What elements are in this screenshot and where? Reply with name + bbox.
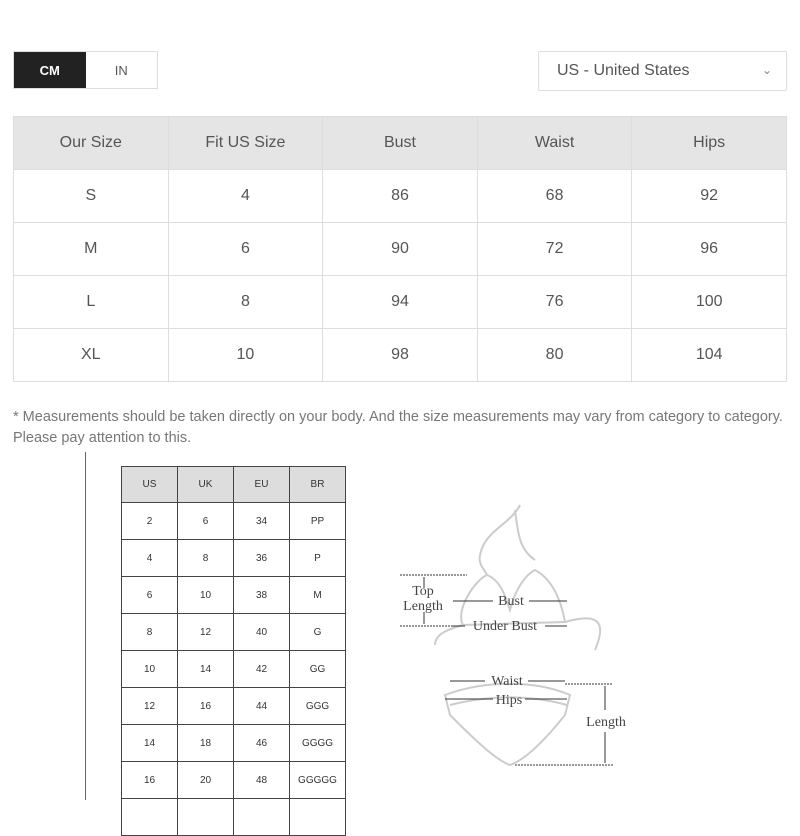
top-length-label: Top [412, 584, 434, 599]
table-row [14, 223, 787, 276]
table-cell [178, 799, 234, 836]
table-cell: 6 [122, 577, 178, 614]
size-table [13, 116, 787, 382]
table-cell: M [14, 223, 169, 276]
table-cell: PP [290, 503, 346, 540]
table-row [122, 503, 346, 540]
table-row [122, 799, 346, 836]
table-cell: 10 [122, 651, 178, 688]
table-cell [290, 799, 346, 836]
table-cell: 8 [168, 276, 323, 329]
table-cell: 8 [178, 540, 234, 577]
table-cell: 4 [168, 170, 323, 223]
table-cell: 72 [477, 223, 632, 276]
table-cell: L [14, 276, 169, 329]
table-cell: 38 [234, 577, 290, 614]
column-header: Bust [323, 117, 478, 170]
table-cell: 16 [178, 688, 234, 725]
table-cell: 86 [323, 170, 478, 223]
table-cell: 98 [323, 329, 478, 382]
table-cell: 76 [477, 276, 632, 329]
under-bust-label: Under Bust [472, 619, 538, 634]
table-cell: P [290, 540, 346, 577]
region-select[interactable] [538, 51, 787, 91]
table-cell: 18 [178, 725, 234, 762]
table-cell: 68 [477, 170, 632, 223]
table-cell: 14 [122, 725, 178, 762]
table-cell: 104 [632, 329, 787, 382]
table-cell: 16 [122, 762, 178, 799]
column-header: BR [290, 467, 346, 503]
table-cell: 10 [168, 329, 323, 382]
table-cell: GGG [290, 688, 346, 725]
table-cell: 34 [234, 503, 290, 540]
table-cell: 44 [234, 688, 290, 725]
column-header: US [122, 467, 178, 503]
table-row [14, 329, 787, 382]
table-cell: 12 [122, 688, 178, 725]
table-cell: 40 [234, 614, 290, 651]
table-cell: 94 [323, 276, 478, 329]
unit-toggle [13, 51, 158, 89]
bikini-measurement-diagram [395, 500, 635, 770]
table-row [14, 170, 787, 223]
table-cell [122, 799, 178, 836]
divider [85, 452, 86, 800]
table-cell: 4 [122, 540, 178, 577]
table-cell: 48 [234, 762, 290, 799]
table-cell: 12 [178, 614, 234, 651]
table-cell: G [290, 614, 346, 651]
column-header: EU [234, 467, 290, 503]
bust-label: Bust [498, 594, 524, 609]
table-cell: 20 [178, 762, 234, 799]
table-cell: 90 [323, 223, 478, 276]
table-cell: 46 [234, 725, 290, 762]
table-cell: M [290, 577, 346, 614]
table-cell: 100 [632, 276, 787, 329]
table-cell: 96 [632, 223, 787, 276]
unit-in-button[interactable]: IN [114, 62, 128, 78]
table-cell: 42 [234, 651, 290, 688]
table-row [122, 725, 346, 762]
table-row [122, 540, 346, 577]
region-select-value: US - United States [557, 62, 690, 79]
hips-label: Hips [495, 693, 523, 708]
length-label: Length [586, 715, 626, 730]
column-header: Our Size [14, 117, 169, 170]
table-cell: 8 [122, 614, 178, 651]
table-cell: 14 [178, 651, 234, 688]
column-header: UK [178, 467, 234, 503]
table-row [122, 577, 346, 614]
table-row [122, 651, 346, 688]
table-cell: XL [14, 329, 169, 382]
column-header: Waist [477, 117, 632, 170]
table-cell: 10 [178, 577, 234, 614]
table-cell: 36 [234, 540, 290, 577]
measurement-note: * Measurements should be taken directly on your body. And the size measurements may vary from category to category. Please pay attention to this. [13, 409, 783, 446]
conversion-table [121, 466, 346, 836]
top-length-label-2: Length [403, 599, 443, 614]
table-row [122, 614, 346, 651]
table-cell: S [14, 170, 169, 223]
chevron-down-icon: ⌄ [761, 63, 772, 77]
table-cell: 6 [178, 503, 234, 540]
waist-label: Waist [491, 674, 523, 689]
table-cell [234, 799, 290, 836]
table-cell: GG [290, 651, 346, 688]
table-cell: 80 [477, 329, 632, 382]
table-cell: GGGG [290, 725, 346, 762]
table-row [122, 688, 346, 725]
table-cell: GGGGG [290, 762, 346, 799]
column-header: Hips [632, 117, 787, 170]
table-cell: 6 [168, 223, 323, 276]
table-cell: 2 [122, 503, 178, 540]
table-cell: 92 [632, 170, 787, 223]
unit-cm-button[interactable]: CM [14, 52, 86, 88]
column-header: Fit US Size [168, 117, 323, 170]
table-row [14, 276, 787, 329]
table-row [122, 762, 346, 799]
